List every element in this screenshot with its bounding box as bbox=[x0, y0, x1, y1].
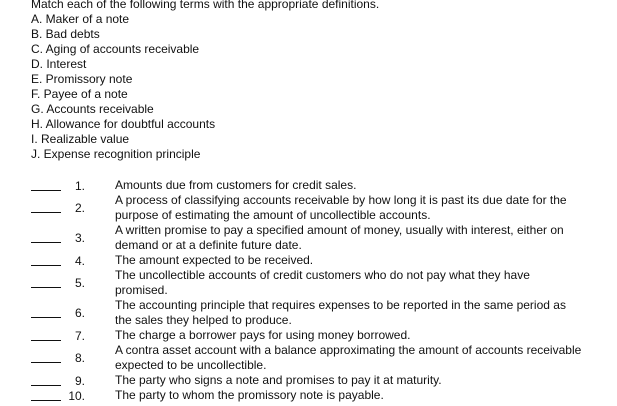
definition-text: A written promise to pay a specified amount of money, usually with interest, either on demand or at a definite future date. bbox=[115, 223, 564, 252]
answer-blank[interactable] bbox=[31, 384, 61, 386]
answer-blank[interactable] bbox=[31, 189, 61, 191]
answer-blank[interactable] bbox=[31, 241, 61, 243]
term-item: J. Expense recognition principle bbox=[31, 147, 201, 161]
answer-blank[interactable] bbox=[31, 339, 61, 341]
definition-row bbox=[31, 343, 611, 373]
definition-text: The party who signs a note and promises to pay it at maturity. bbox=[115, 373, 442, 387]
terms-list bbox=[31, 12, 611, 162]
definition-text: The uncollectible accounts of credit customers who do not pay what they have promised. bbox=[115, 268, 530, 297]
worksheet bbox=[31, 0, 611, 403]
term-item: G. Accounts receivable bbox=[31, 102, 154, 116]
definition-text: A contra asset account with a balance approximating the amount of accounts receivable expected to be uncollectible. bbox=[115, 343, 582, 372]
definition-number: 1. bbox=[74, 178, 85, 193]
definition-row bbox=[31, 178, 611, 193]
definition-number: 8. bbox=[74, 351, 85, 365]
definition-number: 5. bbox=[74, 276, 85, 290]
definition-number: 6. bbox=[74, 306, 85, 320]
answer-blank[interactable] bbox=[31, 316, 61, 318]
definition-text: The accounting principle that requires expenses to be reported in the same period as the sales they helped to produce. bbox=[115, 298, 566, 327]
definition-text: The charge a borrower pays for using money borrowed. bbox=[115, 328, 411, 342]
definition-row bbox=[31, 373, 611, 388]
answer-blank[interactable] bbox=[31, 286, 61, 288]
definition-row bbox=[31, 328, 611, 343]
answer-blank[interactable] bbox=[31, 264, 61, 266]
definition-row bbox=[31, 223, 611, 253]
definition-row bbox=[31, 253, 611, 268]
definition-row bbox=[31, 298, 611, 328]
term-item: E. Promissory note bbox=[31, 72, 133, 86]
definition-row bbox=[31, 193, 611, 223]
definition-number: 7. bbox=[74, 328, 85, 343]
term-item: I. Realizable value bbox=[31, 132, 130, 146]
term-item: F. Payee of a note bbox=[31, 87, 128, 101]
definition-number: 10. bbox=[68, 388, 85, 403]
definition-row bbox=[31, 268, 611, 298]
definition-text: The amount expected to be received. bbox=[115, 253, 314, 267]
term-item: C. Aging of accounts receivable bbox=[31, 42, 200, 56]
term-item: B. Bad debts bbox=[31, 27, 100, 41]
answer-blank[interactable] bbox=[31, 211, 61, 213]
definition-number: 4. bbox=[74, 253, 85, 268]
definition-text: A process of classifying accounts receivable by how long it is past its due date for the purpose of estimating the amount of uncollectible accounts. bbox=[115, 193, 567, 222]
definition-row bbox=[31, 388, 611, 403]
term-item: D. Interest bbox=[31, 57, 87, 71]
definition-number: 3. bbox=[74, 231, 85, 245]
answer-blank[interactable] bbox=[31, 399, 61, 401]
answer-blank[interactable] bbox=[31, 361, 61, 363]
term-item: H. Allowance for doubtful accounts bbox=[31, 117, 216, 131]
definition-text: The party to whom the promissory note is payable. bbox=[115, 388, 384, 402]
definition-text: Amounts due from customers for credit sales. bbox=[115, 178, 357, 192]
definition-number: 9. bbox=[74, 373, 85, 388]
instructions: Match each of the following terms with the appropriate definitions. bbox=[31, 0, 380, 11]
definition-number: 2. bbox=[74, 201, 85, 215]
term-item: A. Maker of a note bbox=[31, 12, 130, 26]
definitions-list bbox=[31, 178, 611, 403]
